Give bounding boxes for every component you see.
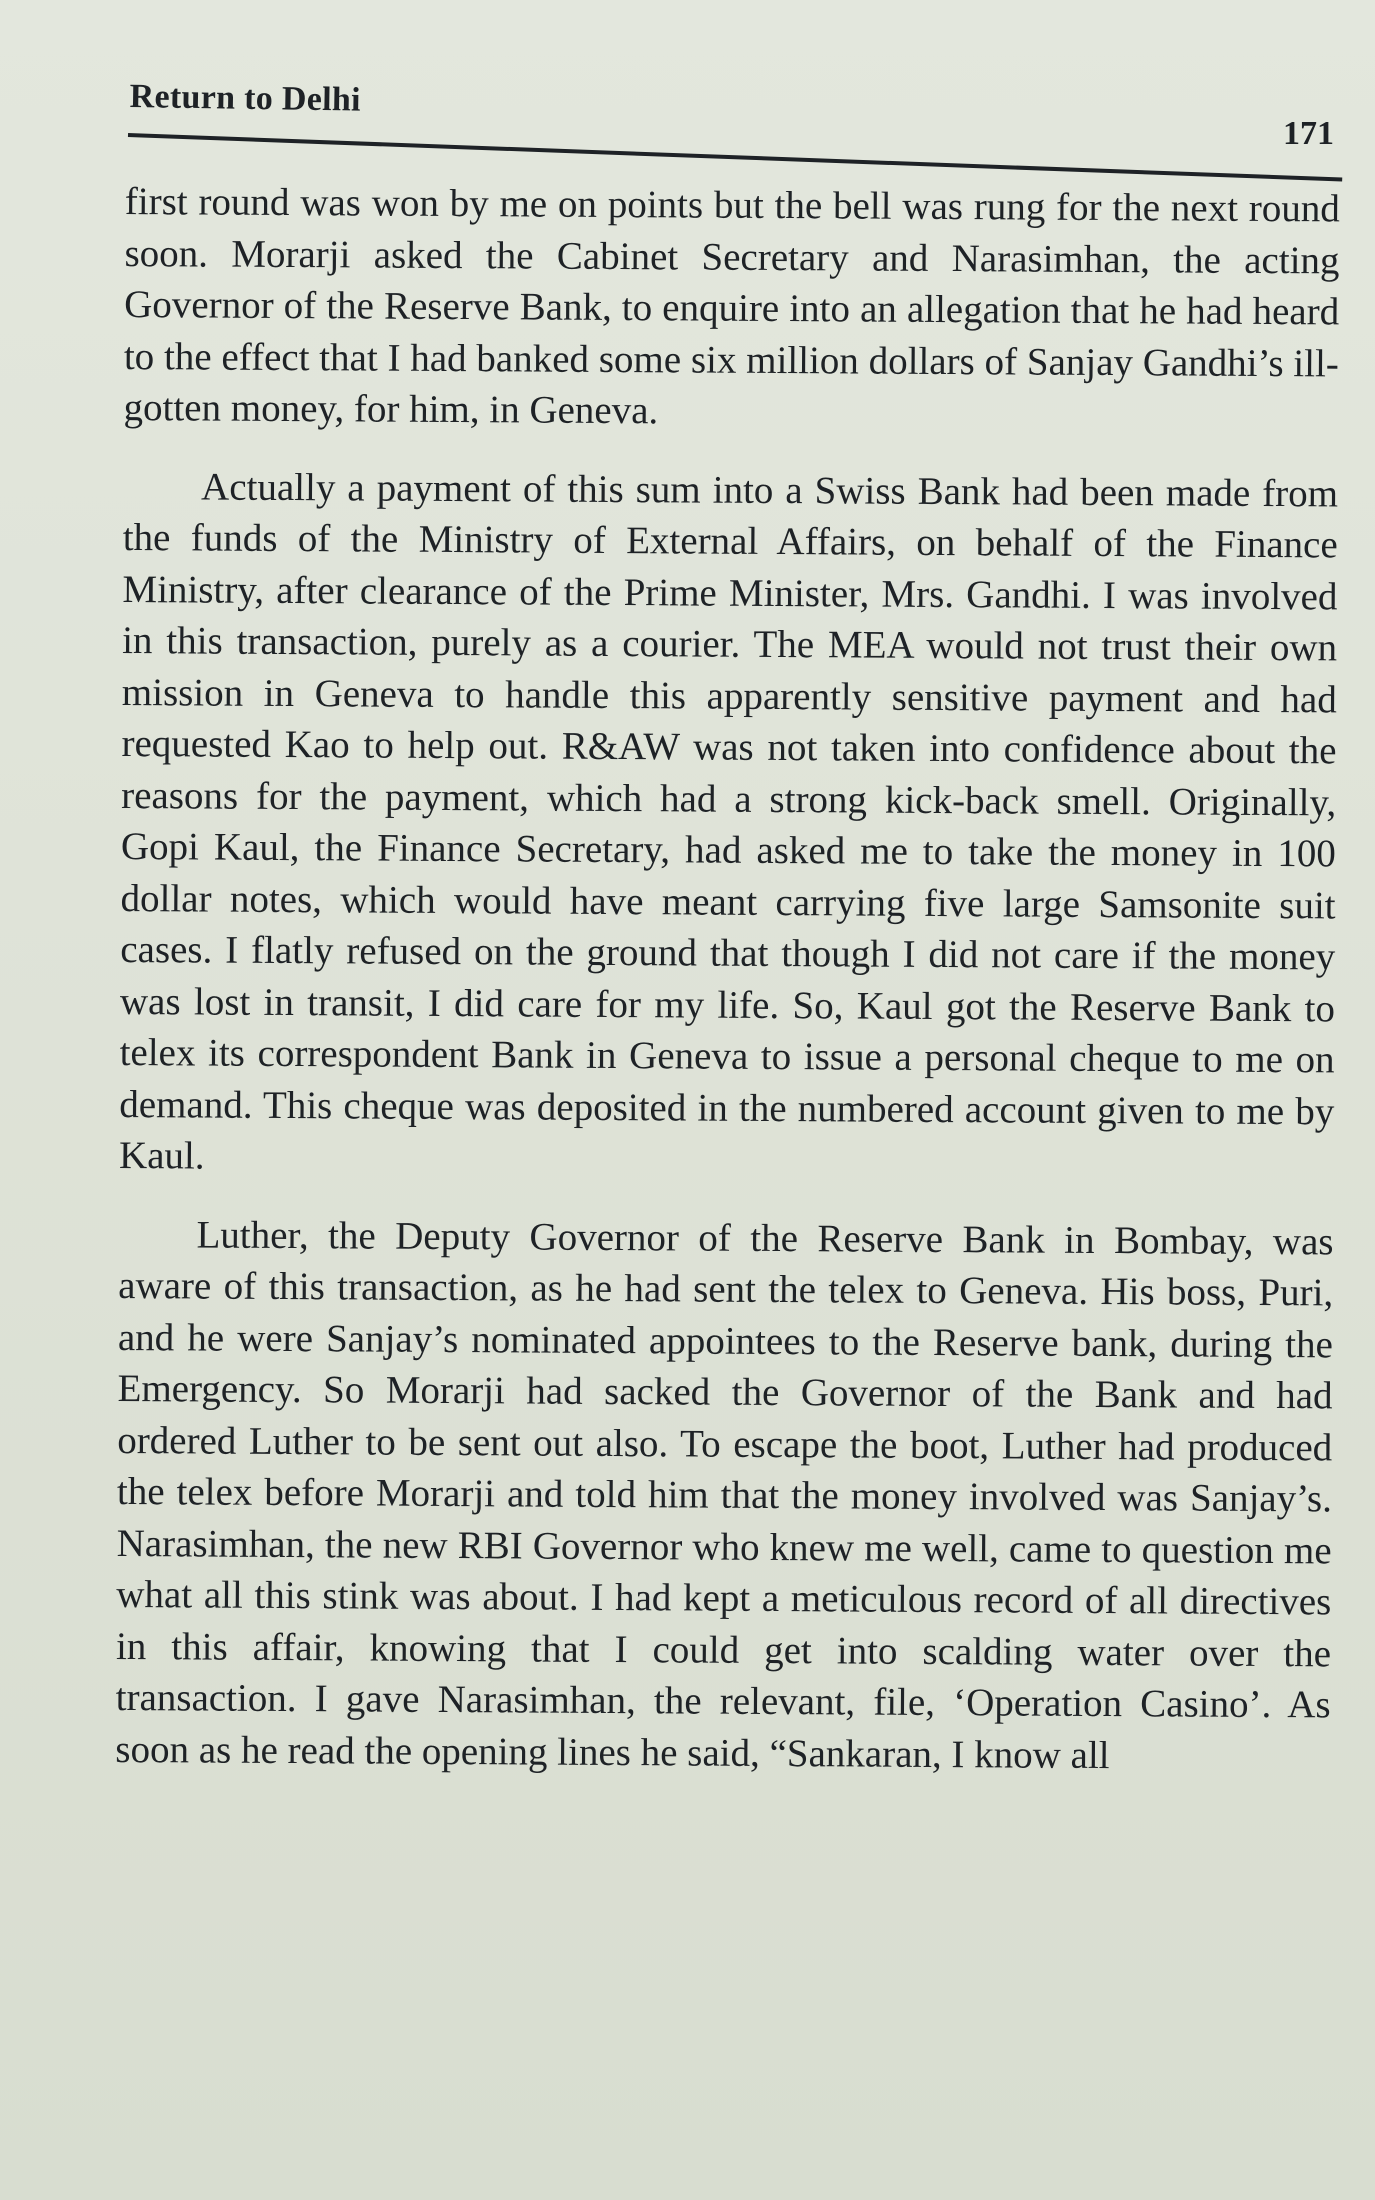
body-text <box>115 176 1340 1782</box>
paragraph-1: first round was won by me on points but the bell was rung for the next round soon. Morarji asked the Cabinet Secretary and Narasimhan, the acting Governor of the Reserve Bank, to enquire into an allegation that he had heard to the effect that I had banked some six million dollars of Sanjay Gandhi’s ill-gotten money, for him, in Geneva. <box>123 179 1340 433</box>
header-rule <box>128 133 1342 182</box>
running-header-title: Return to Delhi <box>129 78 362 119</box>
page-number: 171 <box>1283 115 1334 152</box>
paragraph-3: Luther, the Deputy Governor of the Reserve Bank in Bombay, was aware of this transaction, as he had sent the telex to Geneva. His boss, Puri, and he were Sanjay’s nominated appointees to the Reserve bank, during the Emergency. So Morarji had sacked the Governor of the Bank and had ordered Luther to be sent out also. To escape the boot, Luther had produced the telex before Morarji and told him that the money involved was Sanjay’s. Narasimhan, the new RBI Governor who knew me well, came to question me what all this stink was about. I had kept a meticulous record of all directives in this affair, knowing that I could get into scalding water over the transaction. I gave Narasimhan, the relevant, file, ‘Operation Casino’. As soon as he read the opening lines he said, “Sankaran, I know all <box>115 1212 1334 1777</box>
paragraph-2: Actually a payment of this sum into a Swiss Bank had been made from the funds of the Ministry of External Affairs, on behalf of the Finance Ministry, after clearance of the Prime Minister, Mrs. Gandhi. I was involved in this transaction, purely as a courier. The MEA would not trust their own mission in Geneva to handle this apparently sensitive payment and had requested Kao to help out. R&AW was not taken into confidence about the reasons for the payment, which had a strong kick-back smell. Originally, Gopi Kaul, the Finance Secretary, had asked me to take the money in 100 dollar notes, which would have meant carrying five large Samsonite suit cases. I flatly refused on the ground that though I did not care if the money was lost in transit, I did care for my life. So, Kaul got the Reserve Bank to telex its correspondent Bank in Geneva to issue a personal cheque to me on demand. This cheque was deposited in the numbered account given to me by Kaul. <box>118 464 1339 1178</box>
